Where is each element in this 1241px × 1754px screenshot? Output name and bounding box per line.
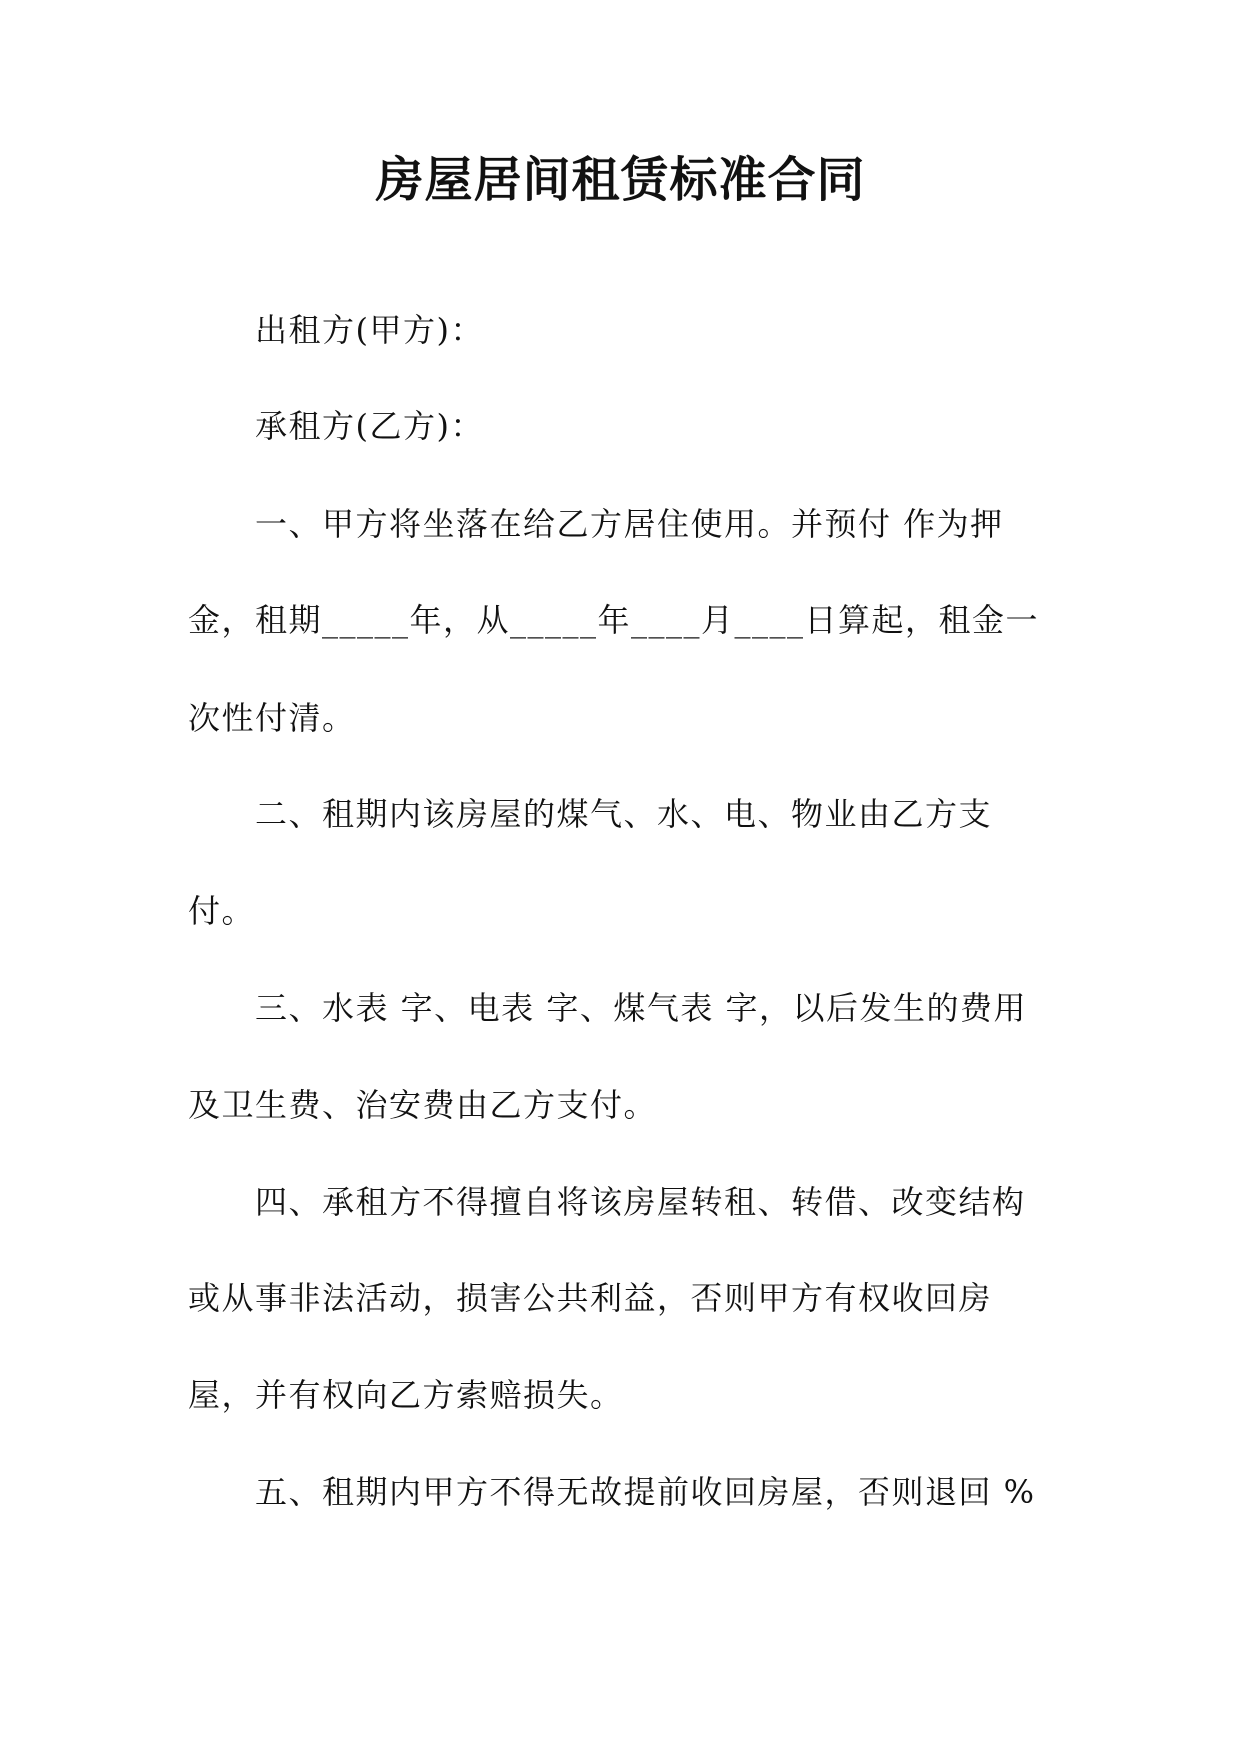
clause-4-line-1: 四、承租方不得擅自将该房屋转租、转借、改变结构 [255, 1183, 1026, 1221]
clause-3-line-1: 三、水表 字、电表 字、煤气表 字，以后发生的费用 [255, 989, 1028, 1027]
clause-1-line-1: 一、甲方将坐落在给乙方居住使用。并预付 作为押 [255, 505, 1004, 543]
clause-1-line-2: 金，租期_____年，从_____年____月____日算起，租金一 [188, 601, 1040, 639]
clause-4-line-3: 屋，并有权向乙方索赔损失。 [188, 1376, 624, 1414]
document-title: 房屋居间租赁标准合同 [375, 152, 866, 208]
party-a-line: 出租方(甲方)： [255, 311, 484, 349]
clause-2-line-1: 二、租期内该房屋的煤气、水、电、物业由乙方支 [255, 795, 993, 833]
clause-1-line-3: 次性付清。 [188, 699, 356, 737]
clause-3-line-2: 及卫生费、治安费由乙方支付。 [188, 1086, 658, 1124]
clause-4-line-2: 或从事非法活动，损害公共利益，否则甲方有权收回房 [188, 1279, 993, 1317]
party-b-line: 承租方(乙方)： [255, 407, 484, 445]
clause-5-line-1: 五、租期内甲方不得无故提前收回房屋，否则退回 % [255, 1473, 1036, 1511]
clause-2-line-2: 付。 [188, 892, 256, 930]
